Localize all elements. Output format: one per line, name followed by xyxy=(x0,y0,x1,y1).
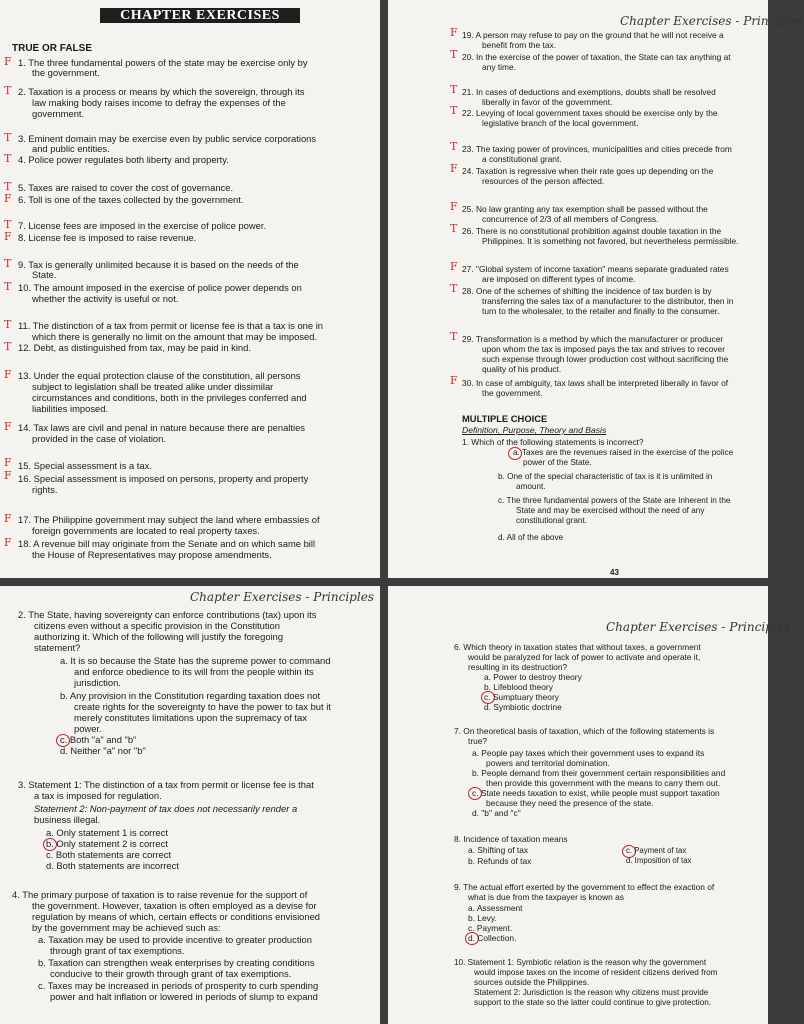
question-line: citizens even without a specific provision in the Constitution xyxy=(34,620,280,631)
option-line: d. Symbiotic doctrine xyxy=(484,702,562,712)
question-line: turn to the wholesaler, to the retailer and finally to the consumer. xyxy=(482,306,720,316)
question-line: 11. The distinction of a tax from permit or license fee is that a tax is one in xyxy=(18,320,324,331)
option-line: d. "b" and "c" xyxy=(472,808,521,818)
question-line: rights. xyxy=(32,484,58,495)
section-title: TRUE OR FALSE xyxy=(12,43,93,54)
question-line: 30. In case of ambiguity, tax laws shall be interpreted liberally in favor of xyxy=(462,378,729,388)
option-line: b. Any provision in the Constitution regarding taxation does not xyxy=(60,690,321,701)
option-line: a. It is so because the State has the supreme power to command xyxy=(60,655,331,666)
question-line: business illegal. xyxy=(34,814,101,825)
question-line: 16. Special assessment is imposed on persons, property and property xyxy=(18,473,309,484)
question-line: 15. Special assessment is a tax. xyxy=(18,460,152,471)
option-line: power and halt inflation or lowered in periods of slump to expand xyxy=(50,991,318,1002)
option-line: c. Taxes may be increased in periods of prosperity to curb spending xyxy=(38,980,319,991)
option-line: power of the State. xyxy=(523,458,592,467)
answer-mark: F xyxy=(4,230,12,243)
question-line: 4. The primary purpose of taxation is to raise revenue for the support of xyxy=(12,889,308,900)
option-line: d. All of the above xyxy=(498,533,564,542)
question-line: 10. The amount imposed in the exercise of police power depends on xyxy=(18,282,302,293)
question-line: authorizing it. Which of the following will justify the foregoing xyxy=(34,631,284,642)
question-line: statement? xyxy=(34,642,81,653)
page-true-or-false-1 xyxy=(0,0,380,578)
question-line: the government. xyxy=(32,67,100,78)
question-line: resources of the person affected. xyxy=(482,176,605,186)
question-line: 28. One of the schemes of shifting the incidence of tax burden is by xyxy=(462,286,712,296)
question-line: transferring the sales tax of a manufacturer to the distributor, then in xyxy=(482,296,734,306)
question-line: the government. xyxy=(482,388,543,398)
question-line: 1. The three fundamental powers of the state may be exercise only by xyxy=(18,57,308,68)
question-line: true? xyxy=(468,736,488,746)
question-line: such expense through lower production cost without sacrificing the xyxy=(482,354,729,364)
question-line: Statement 2: Jurisdiction is the reason why citizens must provide xyxy=(474,988,709,997)
chapter-header: Chapter Exercises - Principles xyxy=(606,620,790,634)
option-line: b. Taxation can strengthen weak enterprises by creating conditions xyxy=(38,957,315,968)
answer-mark: F xyxy=(4,536,12,549)
answer-mark: T xyxy=(450,48,458,61)
answer-mark: T xyxy=(4,280,12,293)
question-line: 7. License fees are imposed in the exercise of police power. xyxy=(18,220,267,231)
answer-mark: F xyxy=(450,374,458,387)
option-line: because they need the presence of the state. xyxy=(486,798,654,808)
question-line: upon whom the tax is imposed pays the tax and strives to recover xyxy=(482,344,725,354)
option-line: create rights for the sovereignty to have the power to tax but it xyxy=(74,701,331,712)
question-line: 2. Taxation is a process or means by which the sovereign, through its xyxy=(18,86,305,97)
answer-mark: F xyxy=(4,456,12,469)
question-line: are imposed on different types of income. xyxy=(482,274,636,284)
question-line: would be paralyzed for lack of power to activate and operate it, xyxy=(468,652,701,662)
question-line: 13. Under the equal protection clause of the constitution, all persons xyxy=(18,370,301,381)
question-line: the government. However, taxation is often employed as a devise for xyxy=(32,900,317,911)
question-line: 3. Statement 1: The distinction of a tax from permit or license fee is that xyxy=(18,779,314,790)
answer-mark: F xyxy=(4,192,12,205)
answer-mark: T xyxy=(450,140,458,153)
question-line: support to the state so the latter could continue to give protection. xyxy=(474,998,712,1007)
option-line: power. xyxy=(74,723,102,734)
question-line: government. xyxy=(32,108,85,119)
option-line: conducive to their growth through grant of tax exemptions. xyxy=(50,968,292,979)
question-line: liberally in favor of the government. xyxy=(482,97,613,107)
question-line: 9. The actual effort exerted by the government to effect the exaction of xyxy=(454,882,715,892)
question-line: whether the activity is useful or not. xyxy=(32,293,179,304)
answer-mark: T xyxy=(450,330,458,343)
question-line: 4. Police power regulates both liberty and property. xyxy=(18,154,229,165)
question-line: foreign governments are located to real property taxes. xyxy=(32,525,260,536)
option-line: b. People demand from their government certain responsibilities and xyxy=(472,768,726,778)
option-line: jurisdiction. xyxy=(74,677,121,688)
question-line: liabilities imposed. xyxy=(32,403,109,414)
answer-mark: T xyxy=(4,218,12,231)
question-line: State. xyxy=(32,269,57,280)
question-line: sources outside the Philippines. xyxy=(474,978,590,987)
answer-mark: T xyxy=(4,257,12,270)
answer-mark: F xyxy=(4,512,12,525)
answer-mark: F xyxy=(450,162,458,175)
question-line: the House of Representatives may propose amendments. xyxy=(32,549,272,560)
option-line: constitutional grant. xyxy=(516,516,588,525)
answer-mark: F xyxy=(4,420,12,433)
question-line: a tax is imposed for regulation. xyxy=(34,790,162,801)
question-line: what is due from the taxpayer is known as xyxy=(468,892,624,902)
answer-mark: F xyxy=(450,200,458,213)
option-line: c. Both statements are correct xyxy=(46,849,172,860)
answer-mark: T xyxy=(450,104,458,117)
question-line: 20. In the exercise of the power of taxation, the State can tax anything at xyxy=(462,52,731,62)
question-line: 17. The Philippine government may subject the land where embassies of xyxy=(18,514,320,525)
answer-mark: T xyxy=(450,282,458,295)
question-line: 14. Tax laws are civil and penal in nature because there are penalties xyxy=(18,422,305,433)
answer-mark: F xyxy=(4,368,12,381)
question-line: 9. Tax is generally unlimited because it is based on the needs of the xyxy=(18,259,299,270)
question-line: 8. Incidence of taxation means xyxy=(454,834,568,844)
option-line: d. Imposition of tax xyxy=(626,856,692,865)
option-line: amount. xyxy=(516,482,546,491)
question-line: 3. Eminent domain may be exercise even by public service corporations xyxy=(18,133,317,144)
question-line: a constitutional grant. xyxy=(482,154,562,164)
question-line: benefit from the tax. xyxy=(482,40,557,50)
question-line: by the government may be achieved such as: xyxy=(32,922,221,933)
answer-mark: F xyxy=(450,26,458,39)
page-true-or-false-2 xyxy=(388,0,804,578)
question-line: 26. There is no constitutional prohibition against double taxation in the xyxy=(462,226,722,236)
question-line: would impose taxes on the income of resident citizens derived from xyxy=(474,968,718,977)
option-line: d. Neither "a" nor "b" xyxy=(60,745,146,756)
question-line: quality of his product. xyxy=(482,364,562,374)
question-line: circumstances and conditions, both in the privileges conferred and xyxy=(32,392,307,403)
answer-mark: T xyxy=(450,222,458,235)
option-line: c. Sumptuary theory xyxy=(484,692,559,702)
option-line: c. The three fundamental powers of the State are Inherent in the xyxy=(498,496,731,505)
question-line: 22. Levying of local government taxes should be exercise only by the xyxy=(462,108,718,118)
question-line: 6. Toll is one of the taxes collected by the government. xyxy=(18,194,244,205)
option-line: b. Levy. xyxy=(468,913,497,923)
section-title: MULTIPLE CHOICE xyxy=(462,413,548,424)
option-line: c. State needs taxation to exist, while people must support taxation xyxy=(472,788,720,798)
question-line: resulting in its destruction? xyxy=(468,662,568,672)
question-line: 12. Debt, as distinguished from tax, may be paid in kind. xyxy=(18,342,251,353)
chapter-header: Chapter Exercises - Principles xyxy=(620,14,804,28)
option-line: a. Taxes are the revenues raised in the exercise of the police xyxy=(513,448,734,457)
question-line: 1. Which of the following statements is incorrect? xyxy=(462,437,644,447)
answer-mark: T xyxy=(4,340,12,353)
question-line: regulation by means of which, certain effects or conditions envisioned xyxy=(32,911,321,922)
option-line: d. Both statements are incorrect xyxy=(46,860,179,871)
question-line: 19. A person may refuse to pay on the ground that he will not receive a xyxy=(462,30,724,40)
option-line: then provide this government with the means to carry them out. xyxy=(486,778,721,788)
answer-mark: T xyxy=(4,84,12,97)
option-line: b. Refunds of tax xyxy=(468,856,532,866)
option-line: a. Shifting of tax xyxy=(468,845,529,855)
question-line: any time. xyxy=(482,62,516,72)
option-line: powers and territorial domination. xyxy=(486,758,610,768)
answer-mark: T xyxy=(4,131,12,144)
question-line: 10. Statement 1: Symbiotic relation is the reason why the government xyxy=(454,958,707,967)
section-subtitle: Definition, Purpose, Theory and Basis xyxy=(462,425,607,435)
option-line: State and may be exercised without the need of any xyxy=(516,506,705,515)
question-line: law making body raises income to defray the expenses of the xyxy=(32,97,286,108)
option-line: d. Collection. xyxy=(468,933,517,943)
option-line: b. Lifeblood theory xyxy=(484,682,553,692)
question-line: 7. On theoretical basis of taxation, which of the following statements is xyxy=(454,726,715,736)
question-line: 6. Which theory in taxation states that without taxes, a government xyxy=(454,642,701,652)
option-line: c. Payment of tax xyxy=(626,846,687,855)
question-line: 8. License fee is imposed to raise revenue. xyxy=(18,232,197,243)
option-line: merely constitutes limitations upon the supremacy of tax xyxy=(74,712,307,723)
option-line: through grant of tax exemptions. xyxy=(50,945,185,956)
option-line: a. Assessment xyxy=(468,903,523,913)
page-multiple-choice-1 xyxy=(0,586,380,1024)
question-line: legislative branch of the local government. xyxy=(482,118,639,128)
question-line: 21. In cases of deductions and exemptions, doubts shall be resolved xyxy=(462,87,716,97)
chapter-header: Chapter Exercises - Principles xyxy=(190,590,374,604)
option-line: a. People pay taxes which their government uses to expand its xyxy=(472,748,705,758)
question-line: 23. The taxing power of provinces, municipalities and cities precede from xyxy=(462,144,732,154)
answer-mark: F xyxy=(450,260,458,273)
question-line: Philippines. It is something not favored, but nevertheless permissible. xyxy=(482,236,739,246)
option-line: a. Taxation may be used to provide incentive to greater production xyxy=(38,934,312,945)
option-line: and enforce obedience to its will from the people within its xyxy=(74,666,314,677)
answer-mark: T xyxy=(4,180,12,193)
question-line: concurrence of 2/3 of all members of Congress. xyxy=(482,214,659,224)
question-line: which there is generally no limit on the amount that may be imposed. xyxy=(32,331,318,342)
question-line: 27. "Global system of income taxation" means separate graduated rates xyxy=(462,264,729,274)
question-line: 24. Taxation is regressive when their rate goes up depending on the xyxy=(462,166,714,176)
question-line: 29. Transformation is a method by which the manufacturer or producer xyxy=(462,334,724,344)
question-line: 5. Taxes are raised to cover the cost of governance. xyxy=(18,182,234,193)
page-multiple-choice-2 xyxy=(388,586,790,1024)
option-line: b. One of the special characteristic of tax is it is unlimited in xyxy=(498,472,713,481)
answer-mark: T xyxy=(450,83,458,96)
answer-mark: T xyxy=(4,152,12,165)
question-line: 18. A revenue bill may originate from the Senate and on which same bill xyxy=(18,538,316,549)
option-line: a. Only statement 1 is correct xyxy=(46,827,168,838)
chapter-banner: CHAPTER EXERCISES xyxy=(100,8,300,23)
question-line: and public entities. xyxy=(32,143,110,154)
question-line: provided in the case of violation. xyxy=(32,433,166,444)
answer-mark: F xyxy=(4,55,12,68)
option-line: c. Payment. xyxy=(468,923,513,933)
answer-mark: F xyxy=(4,469,12,482)
option-line: a. Power to destroy theory xyxy=(484,672,582,682)
answer-mark: T xyxy=(4,318,12,331)
question-line: 25. No law granting any tax exemption shall be passed without the xyxy=(462,204,708,214)
question-line: Statement 2: Non-payment of tax does not necessarily render a xyxy=(34,803,298,814)
option-line: b. Only statement 2 is correct xyxy=(46,838,168,849)
option-line: c. Both "a" and "b" xyxy=(60,734,137,745)
question-line: 2. The State, having sovereignty can enforce contributions (tax) upon its xyxy=(18,609,317,620)
question-line: subject to legislation shall be treated alike under dissimilar xyxy=(32,381,274,392)
page-number: 43 xyxy=(610,568,619,577)
